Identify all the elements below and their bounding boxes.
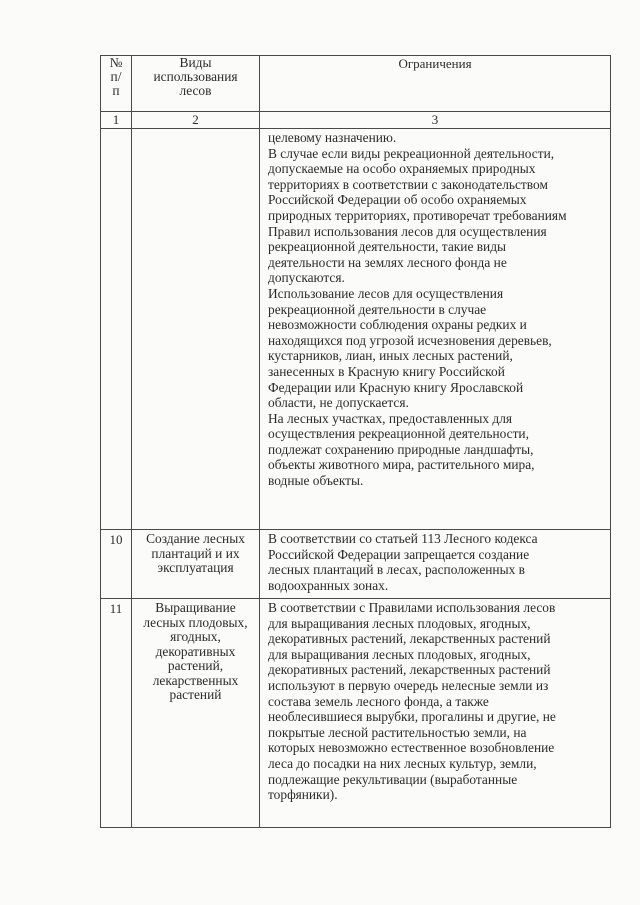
row-number: 11 — [101, 599, 132, 828]
row-text: В соответствии со статьей 113 Лесного кодекса Российской Федерации запрещается создание лесных плантаций в лесах, расположенных в водоохранных зонах. — [260, 530, 611, 599]
column-index: 3 — [260, 112, 611, 129]
table-row — [101, 599, 611, 828]
row-kind — [132, 129, 260, 530]
row-kind: Выращивание лесных плодовых, ягодных, декоративных растений, лекарственных растений — [132, 599, 260, 828]
header-number: № п/ п — [101, 56, 132, 112]
column-index-row — [101, 112, 611, 129]
row-kind: Создание лесных плантаций и их эксплуатация — [132, 530, 260, 599]
table-header-row — [101, 56, 611, 112]
row-text: В соответствии с Правилами использования лесов для выращивания лесных плодовых, ягодных, декоративных растений, лекарственных растений для выращивания лесных плодовых, ягодных, декоративных растений, лекарственных растений используют в первую очередь нелесные земли из состава земель лесного фонда, а также необлесившиеся вырубки, прогалины и другие, не покрытые лесной растительностью земли, на которых невозможно естественное возобновление леса до посадки на них лесных культур, земли, подлежащие рекультивации (выработанные торфяники). — [260, 599, 611, 828]
row-number — [101, 129, 132, 530]
restrictions-table — [100, 55, 611, 828]
column-index: 1 — [101, 112, 132, 129]
header-kind: Виды использования лесов — [132, 56, 260, 112]
column-index: 2 — [132, 112, 260, 129]
table-row — [101, 129, 611, 530]
row-text: целевому назначению. В случае если виды рекреационной деятельности, допускаемые на особо охраняемых природных территориях в соответствии с законодательством Российской Федерации об особо охраняемых природных территориях, противоречат требованиям Правил использования лесов для осуществления рекреационной деятельности, такие виды деятельности на землях лесного фонда не допускаются. Использование лесов для осуществления рекреационной деятельности в случае невозможности соблюдения охраны редких и находящихся под угрозой исчезновения деревьев, кустарников, лиан, иных лесных растений, занесенных в Красную книгу Российской Федерации или Красную книгу Ярославской области, не допускается. На лесных участках, предоставленных для осуществления рекреационной деятельности, подлежат сохранению природные ландшафты, объекты животного мира, растительного мира, водные объекты. — [260, 129, 611, 530]
header-limits: Ограничения — [260, 56, 611, 112]
row-number: 10 — [101, 530, 132, 599]
table-row — [101, 530, 611, 599]
